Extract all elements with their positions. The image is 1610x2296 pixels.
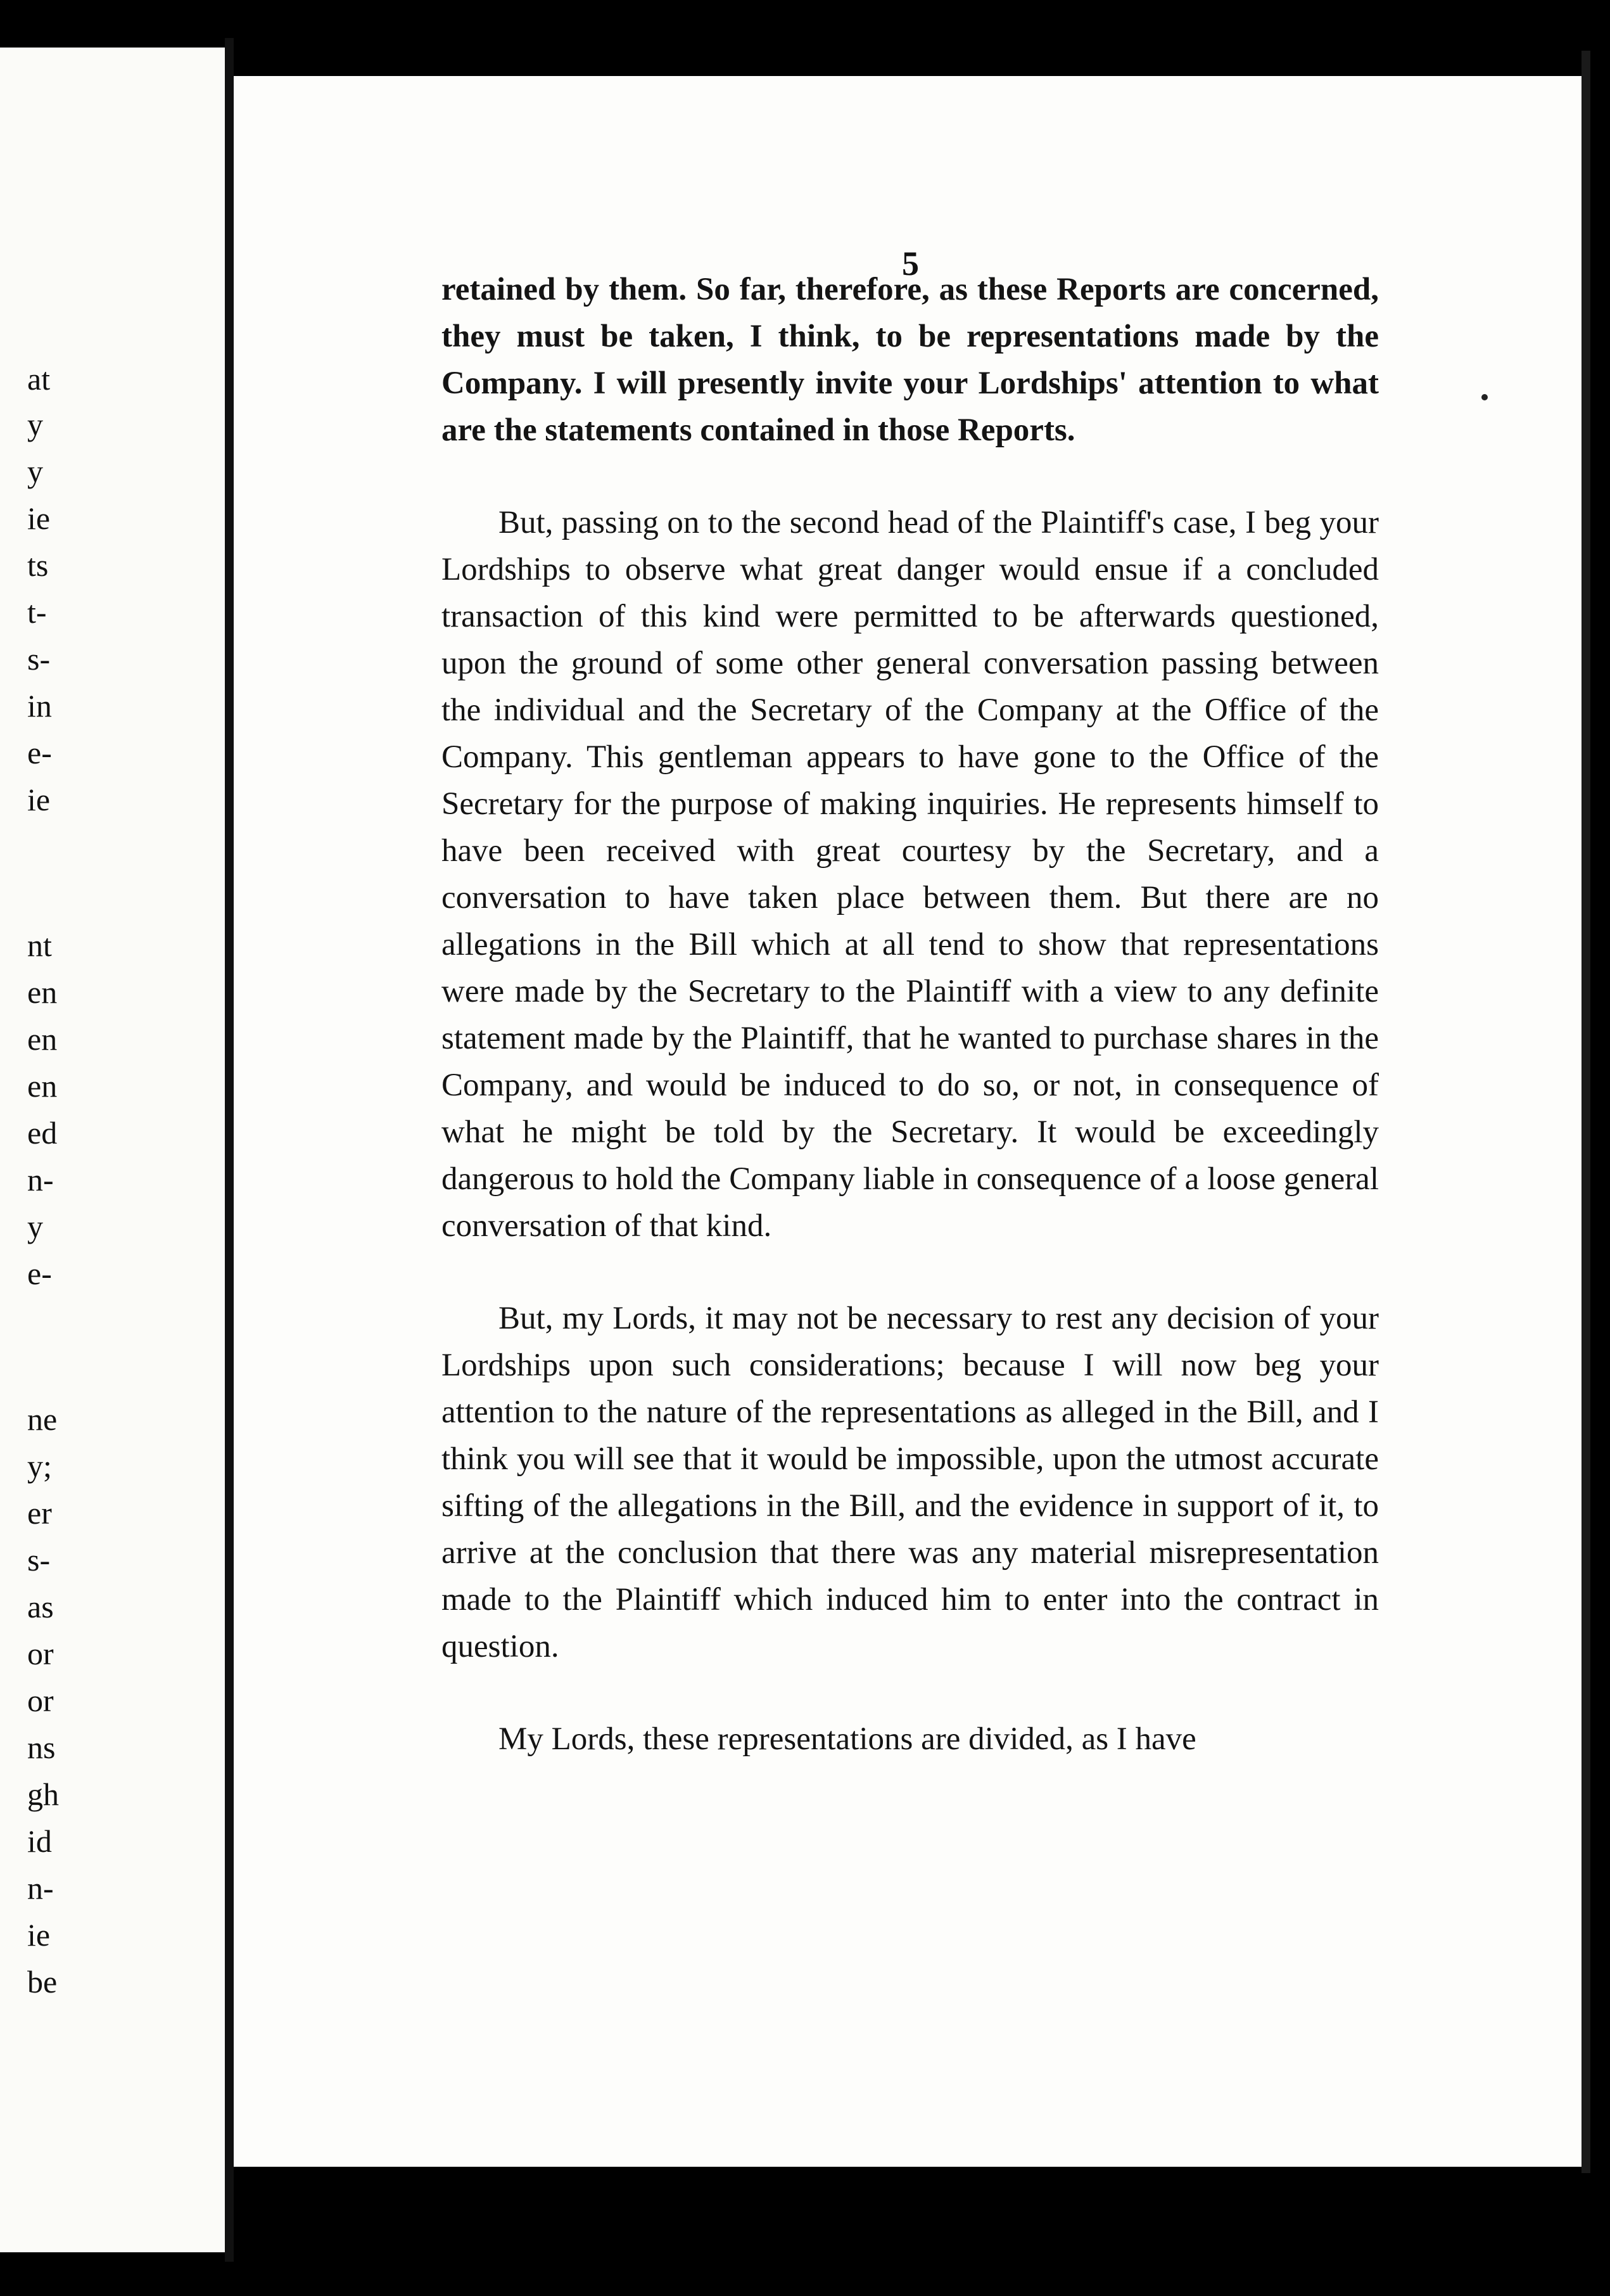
left-fragment: ns [27,1730,56,1765]
left-page-text-fragments [0,48,225,2252]
left-fragment: at [27,361,51,397]
left-fragment: ie [27,1917,51,1953]
left-fragment: s- [27,1542,51,1578]
left-fragment: e- [27,735,52,770]
left-fragment: as [27,1589,54,1624]
left-fragment: en [27,1021,58,1057]
paragraph-2: But, passing on to the second head of the Plaintiff's case, I beg your Lordships to observe what great danger would ensue if a concluded transaction of this kind were permitted to be afterwards questioned, upon the ground of some other general conversation passing between the individual and the Secretary of the Company at the Office of the Company. This gentleman appears to have gone to the Office of the Secretary for the purpose of making inquiries. He represents himself to have been received with great courtesy by the Secretary, and a conversation to have taken place between them. But there are no allegations in the Bill which at all tend to show that representations were made by the Secretary to the Plaintiff with a view to any definite statement made by the Plaintiff, that he wanted to purchase shares in the Company, and would be induced to do so, or not, in consequence of what he might be told by the Secretary. It would be exceedingly dangerous to hold the Company liable in consequence of a loose general conversation of that kind. [441,505,1379,1244]
left-page-edge [0,48,225,2252]
left-fragment: ne [27,1401,58,1437]
left-fragment: t- [27,594,47,630]
left-fragment: y [27,407,43,442]
paragraph-4: My Lords, these representations are divided, as I have [498,1721,1196,1757]
left-fragment: e- [27,1256,52,1291]
left-fragment: y [27,454,43,489]
page-number: 5 [902,245,919,283]
book-gutter [225,38,234,2262]
left-fragment: gh [27,1776,59,1812]
left-fragment: or [27,1636,54,1671]
left-fragment: ed [27,1115,58,1151]
paragraph-3: But, my Lords, it may not be necessary to rest any decision of your Lordships upon such considerations; because I will now beg your attention to the nature of the representations as alleged in the Bill, and I think you will see that it would be impossible, upon the utmost accurate sifting of the allegations in the Bill, and the evidence in support of it, to arrive at the conclusion that there was any material misrepresentation made to the Plaintiff which induced him to enter into the contract in question. [441,1301,1379,1664]
left-fragment: er [27,1495,52,1531]
left-fragment: in [27,688,52,724]
left-fragment: ts [27,547,49,583]
left-fragment: en [27,974,58,1010]
left-fragment: n- [27,1162,54,1197]
left-fragment: s- [27,641,51,677]
left-fragment: y [27,1209,43,1244]
left-fragment: be [27,1964,58,1999]
left-fragment: nt [27,928,52,963]
left-fragment: ie [27,782,51,817]
page-edge-shadow [1581,51,1590,2173]
left-fragment: or [27,1683,54,1718]
left-fragment: n- [27,1870,54,1906]
left-fragment: y; [27,1448,52,1484]
left-fragment: ie [27,501,51,536]
left-fragment: en [27,1068,58,1104]
left-fragment: id [27,1823,52,1859]
ink-speck [1481,394,1488,400]
body-text [441,266,1379,1763]
paragraph-1: retained by them. So far, therefore, as these Reports are concerned, they must be taken, I think, to be representations made by the Company. I will presently invite your Lordships' attention to what are the statements contained in those Reports. [441,272,1379,448]
